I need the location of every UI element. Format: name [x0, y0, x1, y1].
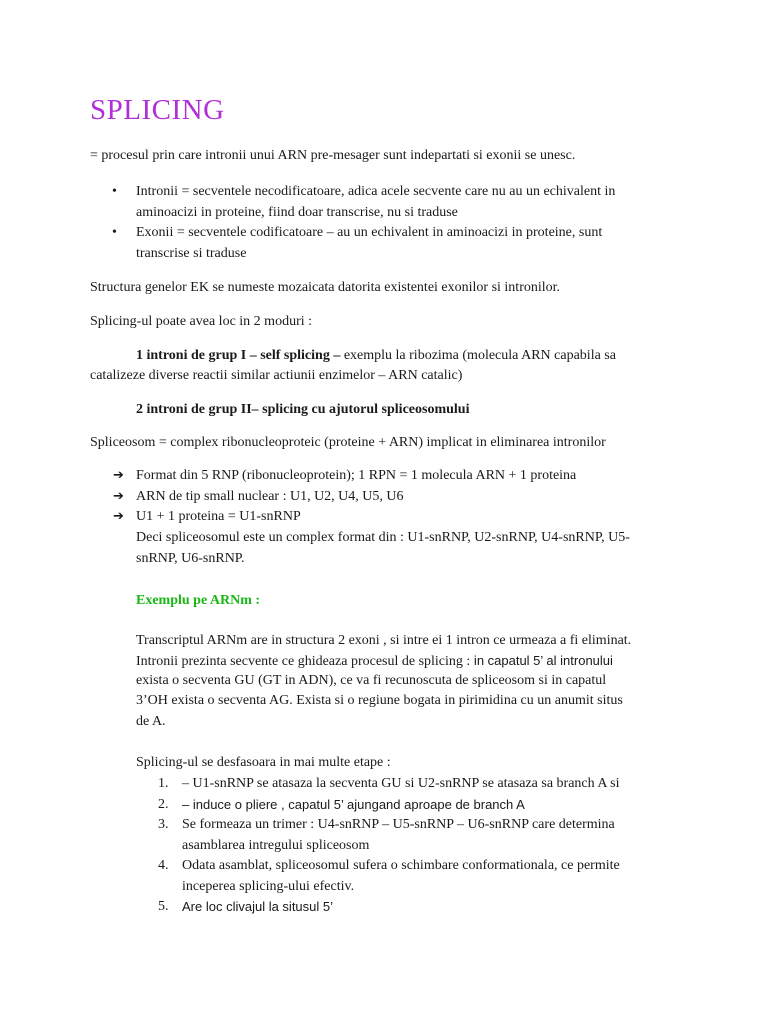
step-3-line1: Se formeaza un trimer : U4-snRNP – U5-snRNP – U6-snRNP care determina: [182, 817, 615, 832]
example-line2-a: Intronii prezinta secvente ce ghideaza procesul de splicing :: [136, 654, 471, 669]
mode1-bold: 1 introni de grup I – self splicing –: [136, 348, 341, 363]
arrow-icon: ➔: [113, 468, 124, 483]
structure-text: Structura genelor EK se numeste mozaicata datorita existentei exonilor si intronilor.: [90, 280, 561, 295]
mode1-rest: exemplu la ribozima (molecula ARN capabila sa: [340, 348, 616, 363]
example-line2: [136, 650, 676, 672]
arrow-item-3: U1 + 1 proteina = U1-snRNP: [136, 509, 301, 524]
bullet-introni-line2: aminoacizi in proteine, fiind doar transcrise, nu si traduse: [136, 205, 458, 220]
bullet-introni-line1: Intronii = secventele necodificatoare, adica acele secvente care nu au un echivalent in: [136, 184, 616, 199]
example-line3: exista o secventa GU (GT in ADN), ce va fi recunoscuta de spliceosom si in capatul: [136, 673, 607, 688]
step-5-text: Are loc clivajul la situsul 5’: [182, 899, 334, 914]
mode1-line1: [136, 345, 696, 366]
arrow-item-1: Format din 5 RNP (ribonucleoprotein); 1 RPN = 1 molecula ARN + 1 proteina: [136, 468, 577, 483]
example-heading: Exemplu pe ARNm :: [136, 593, 261, 608]
example-line1: Transcriptul ARNm are in structura 2 exoni , si intre ei 1 intron ce urmeaza a fi eliminat.: [136, 633, 632, 648]
mode2-bold: 2 introni de grup II– splicing cu ajutorul spliceosomului: [136, 402, 470, 417]
step-4-line2: inceperea splicing-ului efectiv.: [182, 879, 355, 894]
bullet-dot: •: [112, 225, 117, 240]
step-2-text: – induce o pliere , capatul 5’ ajungand aproape de branch A: [182, 797, 525, 812]
steps-intro: Splicing-ul se desfasoara in mai multe etape :: [136, 755, 391, 770]
arrow-item-2: ARN de tip small nuclear : U1, U2, U4, U5, U6: [136, 489, 404, 504]
step-1-text: – U1-snRNP se atasaza la secventa GU si U2-snRNP se atasaza sa branch A si: [182, 776, 620, 791]
spliceosome-definition: Spliceosom = complex ribonucleoproteic (proteine + ARN) implicat in eliminarea intronilor: [90, 435, 606, 450]
step-number: 3.: [158, 817, 169, 832]
definition-text: = procesul prin care intronii unui ARN pre-mesager sunt indepartati si exonii se unesc.: [90, 148, 576, 163]
example-line4-a: 3’OH exista o: [136, 693, 215, 708]
bullet-exoni-line2: transcrise si traduse: [136, 246, 247, 261]
bullet-dot: •: [112, 184, 117, 199]
deci-line1: Deci spliceosomul este un complex format din : U1-snRNP, U2-snRNP, U4-snRNP, U5-: [136, 530, 630, 545]
mode2-heading: [136, 399, 736, 420]
bullet-exoni-line1: Exonii = secventele codificatoare – au un echivalent in aminoacizi in proteine, sunt: [136, 225, 603, 240]
page-title: SPLICING: [90, 94, 225, 126]
step-number: 1.: [158, 776, 169, 791]
step-3-line2: asamblarea intregului spliceosom: [182, 838, 370, 853]
example-line5: de A.: [136, 714, 166, 729]
step-number: 2.: [158, 797, 169, 812]
example-line4-b: secventa AG. Exista si o regiune bogata in pirimidina cu un anumit situs: [214, 693, 623, 708]
step-number: 5.: [158, 899, 169, 914]
deci-line2: snRNP, U6-snRNP.: [136, 551, 245, 566]
example-line2-b: in capatul 5’ al intronului: [470, 653, 613, 668]
step-number: 4.: [158, 858, 169, 873]
arrow-icon: ➔: [113, 509, 124, 524]
modes-intro: Splicing-ul poate avea loc in 2 moduri :: [90, 314, 313, 329]
arrow-icon: ➔: [113, 489, 124, 504]
step-4-line1: Odata asamblat, spliceosomul sufera o schimbare conformationala, ce permite: [182, 858, 620, 873]
mode1-line2: catalizeze diverse reactii similar actiunii enzimelor – ARN catalic): [90, 368, 463, 383]
example-line4: [136, 690, 676, 711]
